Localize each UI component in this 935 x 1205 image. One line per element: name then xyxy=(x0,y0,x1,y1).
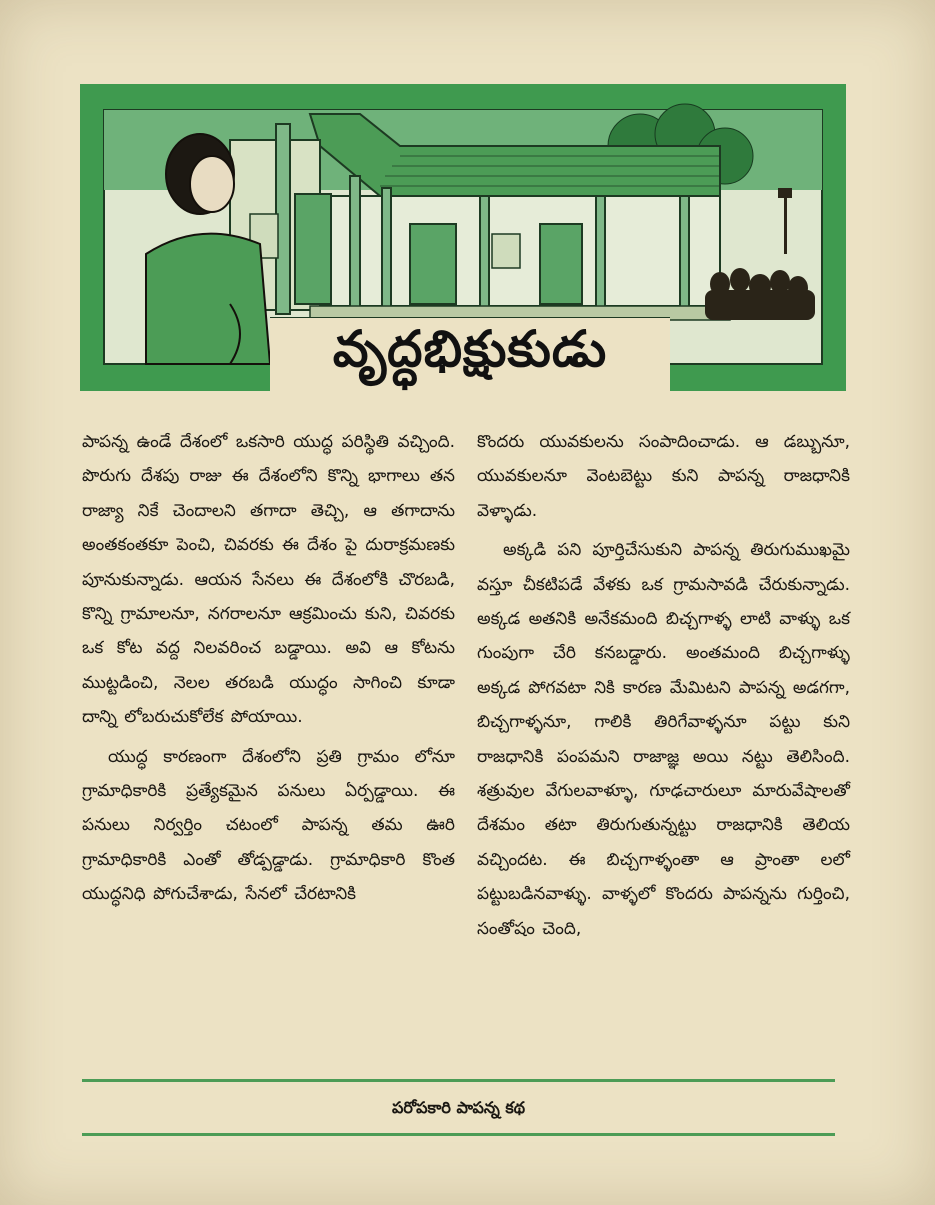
right-column xyxy=(477,425,850,939)
left-column xyxy=(82,425,455,905)
footer-rule-bottom xyxy=(82,1133,835,1136)
story-title: వృద్ధభిక్షుకుడు xyxy=(270,318,670,393)
story-body xyxy=(82,425,850,939)
paragraph: యుద్ధ కారణంగా దేశంలోని ప్రతి గ్రామం లోనూ గ్రామాధికారికి ప్రత్యేకమైన పనులు ఏర్పడ్డాయి. ఈ పనులు నిర్వర్తిం చటంలో పాపన్న తమ ఊరి గ్రామాధికారికి ఎంతో తోడ్పడ్డాడు. గ్రామాధికారి కొంత యుద్ధనిధి పోగుచేశాడు, సేనలో చేరటానికి xyxy=(82,746,455,905)
paragraph: పాపన్న ఉండే దేశంలో ఒకసారి యుద్ధ పరిస్థితి వచ్చింది. పొరుగు దేశపు రాజు ఈ దేశంలోని కొన్ని భాగాలు తన రాజ్యా నికే చెందాలని తగాదా తెచ్చి, ఆ తగాదాను అంతకంతకూ పెంచి, చివరకు ఈ దేశం పై దురాక్రమణకు పూనుకున్నాడు. ఆయన సేనలు ఈ దేశంలోకి చొరబడి, కొన్ని గ్రామాలనూ, నగరాలనూ ఆక్రమించు కుని, చివరకు ఒక కోట వద్ద నిలవరించ బడ్డాయి. అవి ఆ కోటను ముట్టడించి, నెలల తరబడి యుద్ధం సాగించి కూడా దాన్ని లోబరుచుకోలేక పోయాయి. xyxy=(82,432,455,728)
paragraph: అక్కడి పని పూర్తిచేసుకుని పాపన్న తిరుగుముఖమై వస్తూ చీకటిపడే వేళకు ఒక గ్రామసావడి చేరుకున్నాడు. అక్కడ అతనికి అనేకమంది బిచ్చగాళ్ళ లాటి వాళ్ళు ఒక గుంపుగా చేరి కనబడ్డారు. అంతమంది బిచ్చగాళ్ళు అక్కడ పోగవటా నికి కారణ మేమిటని పాపన్న అడగగా, బిచ్చగాళ్ళనూ, గాలికి తిరిగేవాళ్ళనూ పట్టు కుని రాజధానికి పంపమని రాజాజ్ఞ అయి నట్టు తెలిసింది. శత్రువుల వేగులవాళ్ళూ, గూఢచారులూ మారువేషాలతో దేశమం తటా తిరుగుతున్నట్టు రాజధానికి తెలియ వచ్చిందట. ఈ బిచ్చగాళ్ళంతా ఆ ప్రాంతా లలో పట్టుబడినవాళ్ళు. వాళ్ళలో కొందరు పాపన్నను గుర్తించి, సంతోషం చెంది, xyxy=(477,540,850,939)
footer-caption: పరోపకారి పాపన్న కథ xyxy=(391,1098,526,1117)
paragraph: కొందరు యువకులను సంపాదించాడు. ఆ డబ్బునూ, యువకులనూ వెంటబెట్టు కుని పాపన్న రాజధానికి వెళ్ళాడు. xyxy=(477,432,850,521)
footer-rule-top xyxy=(82,1079,835,1082)
